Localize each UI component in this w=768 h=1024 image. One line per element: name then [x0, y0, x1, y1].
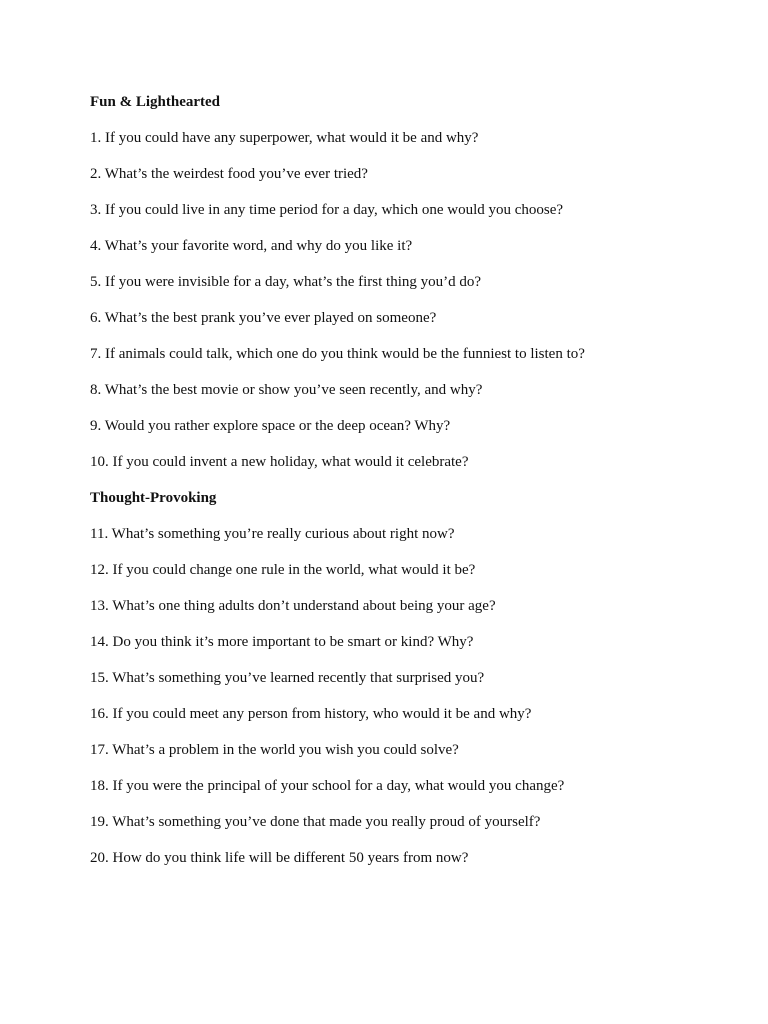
question-item: 6. What’s the best prank you’ve ever played on someone?: [90, 310, 437, 326]
section-heading: Fun & Lighthearted: [90, 94, 221, 110]
question-item: 12. If you could change one rule in the world, what would it be?: [90, 562, 476, 578]
section-thought-provoking: [90, 489, 730, 867]
section-fun-lighthearted: [90, 93, 730, 471]
question-item: 9. Would you rather explore space or the deep ocean? Why?: [90, 418, 451, 434]
question-item: 10. If you could invent a new holiday, what would it celebrate?: [90, 454, 469, 470]
question-item: 7. If animals could talk, which one do you think would be the funniest to listen to?: [90, 346, 585, 362]
question-item: 8. What’s the best movie or show you’ve seen recently, and why?: [90, 382, 483, 398]
question-item: 16. If you could meet any person from history, who would it be and why?: [90, 706, 532, 722]
question-item: 2. What’s the weirdest food you’ve ever tried?: [90, 166, 368, 182]
question-item: 20. How do you think life will be different 50 years from now?: [90, 850, 469, 866]
question-item: 4. What’s your favorite word, and why do you like it?: [90, 238, 413, 254]
question-item: 1. If you could have any superpower, what would it be and why?: [90, 130, 479, 146]
question-item: 19. What’s something you’ve done that made you really proud of yourself?: [90, 814, 541, 830]
question-item: 14. Do you think it’s more important to be smart or kind? Why?: [90, 634, 474, 650]
question-item: 11. What’s something you’re really curious about right now?: [90, 526, 455, 542]
question-item: 15. What’s something you’ve learned recently that surprised you?: [90, 670, 485, 686]
document-page: [90, 93, 730, 885]
question-item: 3. If you could live in any time period for a day, which one would you choose?: [90, 202, 564, 218]
question-item: 18. If you were the principal of your school for a day, what would you change?: [90, 778, 565, 794]
question-item: 17. What’s a problem in the world you wish you could solve?: [90, 742, 459, 758]
question-item: 5. If you were invisible for a day, what’s the first thing you’d do?: [90, 274, 482, 290]
section-heading: Thought-Provoking: [90, 490, 217, 506]
question-item: 13. What’s one thing adults don’t understand about being your age?: [90, 598, 496, 614]
